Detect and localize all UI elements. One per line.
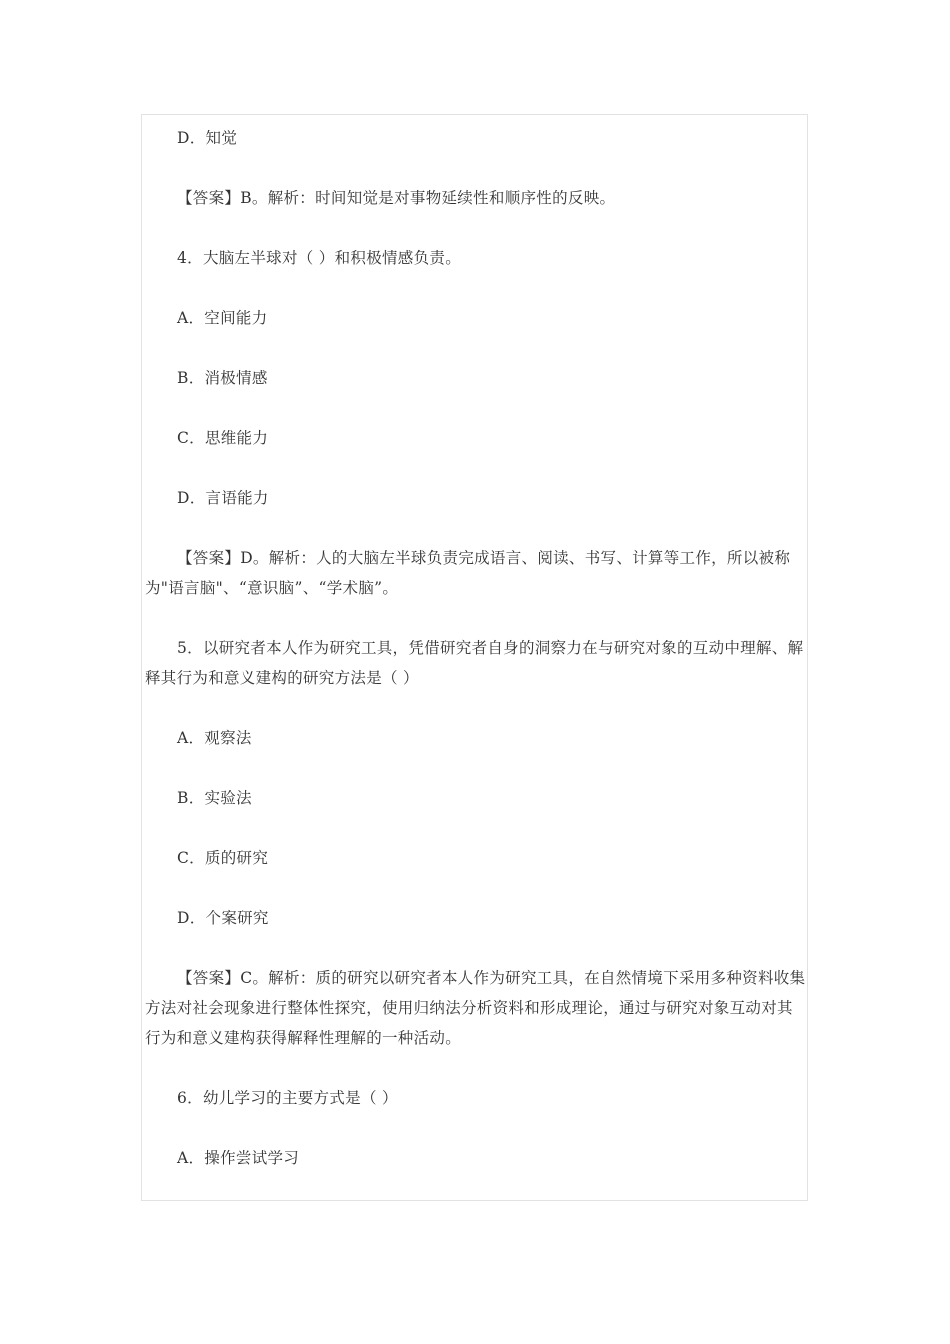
q4-stem: 4．大脑左半球对（ ）和积极情感负责。 bbox=[177, 249, 461, 267]
q3-option-d: D．知觉 bbox=[177, 129, 238, 147]
q6-stem: 6．幼儿学习的主要方式是（ ） bbox=[177, 1089, 398, 1107]
q5-option-b: B．实验法 bbox=[177, 789, 252, 807]
q4-option-a: A．空间能力 bbox=[177, 309, 268, 327]
q4-option-c: C．思维能力 bbox=[177, 429, 269, 447]
q4-answer: 【答案】D。解析：人的大脑左半球负责完成语言、阅读、书写、计算等工作，所以被称为"语言脑"、“意识脑”、“学术脑”。 bbox=[145, 549, 791, 597]
q4-option-d: D．言语能力 bbox=[177, 489, 269, 507]
q5-stem: 5．以研究者本人作为研究工具，凭借研究者自身的洞察力在与研究对象的互动中理解、解释其行为和意义建构的研究方法是（ ） bbox=[145, 639, 804, 687]
q3-answer: 【答案】B。解析：时间知觉是对事物延续性和顺序性的反映。 bbox=[177, 189, 616, 207]
q5-answer: 【答案】C。解析：质的研究以研究者本人作为研究工具，在自然情境下采用多种资料收集方法对社会现象进行整体性探究，使用归纳法分析资料和形成理论，通过与研究对象互动对其行为和意义建构获得解释性理解的一种活动。 bbox=[145, 969, 806, 1047]
q5-option-a: A．观察法 bbox=[177, 729, 252, 747]
q5-option-c: C．质的研究 bbox=[177, 849, 269, 867]
document-content bbox=[145, 123, 807, 1173]
q5-option-d: D．个案研究 bbox=[177, 909, 269, 927]
q4-option-b: B．消极情感 bbox=[177, 369, 268, 387]
document-page bbox=[141, 114, 808, 1201]
q6-option-a: A．操作尝试学习 bbox=[177, 1149, 300, 1167]
